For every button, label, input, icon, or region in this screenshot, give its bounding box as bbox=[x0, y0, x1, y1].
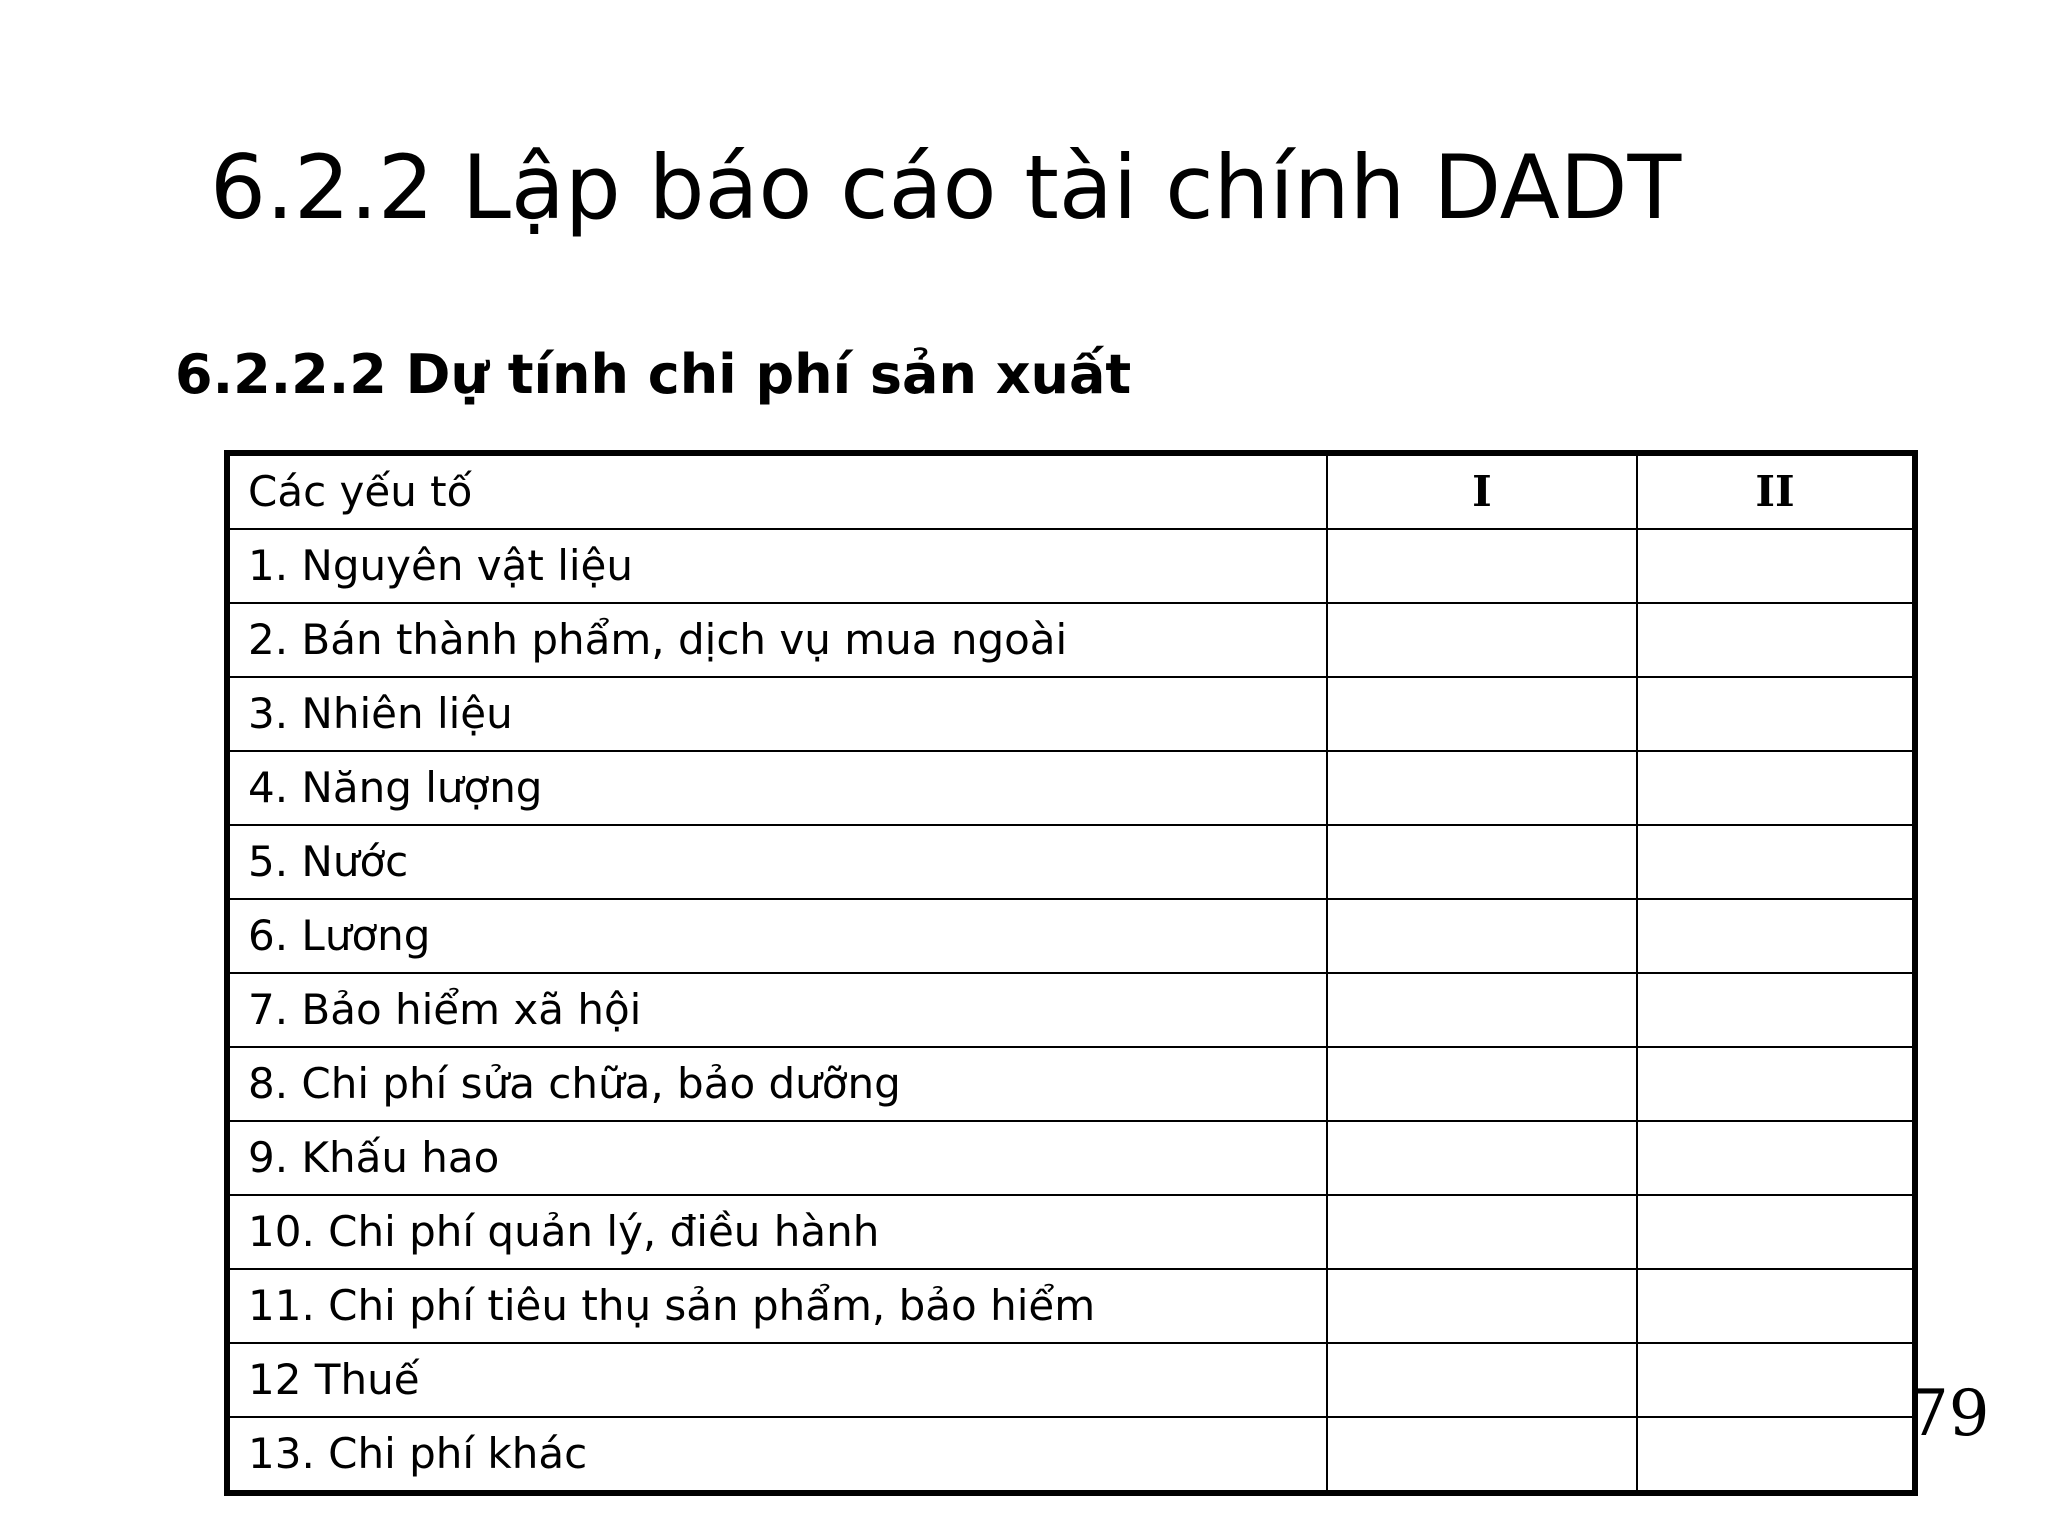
period-i-cell bbox=[1327, 603, 1637, 677]
table-row bbox=[227, 1343, 1915, 1417]
cost-factor-cell: 13. Chi phí khác bbox=[227, 1417, 1327, 1493]
table-row bbox=[227, 1121, 1915, 1195]
period-i-cell bbox=[1327, 1343, 1637, 1417]
cost-factor-cell: 1. Nguyên vật liệu bbox=[227, 529, 1327, 603]
period-ii-cell bbox=[1637, 677, 1915, 751]
period-i-cell bbox=[1327, 973, 1637, 1047]
cost-factor-cell: 10. Chi phí quản lý, điều hành bbox=[227, 1195, 1327, 1269]
period-ii-cell bbox=[1637, 751, 1915, 825]
cost-factor-cell: 4. Năng lượng bbox=[227, 751, 1327, 825]
table-row bbox=[227, 751, 1915, 825]
production-cost-table bbox=[224, 450, 1918, 1496]
header-period-ii: II bbox=[1637, 453, 1915, 529]
period-ii-cell bbox=[1637, 973, 1915, 1047]
period-ii-cell bbox=[1637, 899, 1915, 973]
cost-factor-cell: 2. Bán thành phẩm, dịch vụ mua ngoài bbox=[227, 603, 1327, 677]
period-ii-cell bbox=[1637, 603, 1915, 677]
table-row bbox=[227, 825, 1915, 899]
table-row bbox=[227, 1047, 1915, 1121]
cost-factor-cell: 7. Bảo hiểm xã hội bbox=[227, 973, 1327, 1047]
header-period-i: I bbox=[1327, 453, 1637, 529]
table-row bbox=[227, 603, 1915, 677]
table-row bbox=[227, 1269, 1915, 1343]
table-row bbox=[227, 529, 1915, 603]
cost-factor-cell: 11. Chi phí tiêu thụ sản phẩm, bảo hiểm bbox=[227, 1269, 1327, 1343]
period-i-cell bbox=[1327, 677, 1637, 751]
period-i-cell bbox=[1327, 1121, 1637, 1195]
table-row bbox=[227, 1195, 1915, 1269]
period-ii-cell bbox=[1637, 1121, 1915, 1195]
table-row bbox=[227, 1417, 1915, 1493]
cost-factor-cell: 5. Nước bbox=[227, 825, 1327, 899]
period-i-cell bbox=[1327, 1195, 1637, 1269]
table-header-row bbox=[227, 453, 1915, 529]
period-ii-cell bbox=[1637, 1195, 1915, 1269]
period-ii-cell bbox=[1637, 529, 1915, 603]
page-number: 79 bbox=[1908, 1377, 1990, 1451]
cost-factor-cell: 6. Lương bbox=[227, 899, 1327, 973]
period-ii-cell bbox=[1637, 825, 1915, 899]
period-ii-cell bbox=[1637, 1343, 1915, 1417]
period-i-cell bbox=[1327, 899, 1637, 973]
period-i-cell bbox=[1327, 1047, 1637, 1121]
period-i-cell bbox=[1327, 751, 1637, 825]
section-subtitle: 6.2.2.2 Dự tính chi phí sản xuất bbox=[175, 343, 1132, 406]
table-row bbox=[227, 899, 1915, 973]
slide-title: 6.2.2 Lập báo cáo tài chính DADT bbox=[210, 136, 1682, 239]
cost-factor-cell: 8. Chi phí sửa chữa, bảo dưỡng bbox=[227, 1047, 1327, 1121]
period-i-cell bbox=[1327, 529, 1637, 603]
period-i-cell bbox=[1327, 825, 1637, 899]
period-i-cell bbox=[1327, 1417, 1637, 1493]
table-body bbox=[227, 529, 1915, 1493]
period-i-cell bbox=[1327, 1269, 1637, 1343]
table-row bbox=[227, 973, 1915, 1047]
header-factors: Các yếu tố bbox=[227, 453, 1327, 529]
period-ii-cell bbox=[1637, 1269, 1915, 1343]
cost-factor-cell: 12 Thuế bbox=[227, 1343, 1327, 1417]
table-row bbox=[227, 677, 1915, 751]
cost-factor-cell: 9. Khấu hao bbox=[227, 1121, 1327, 1195]
cost-factor-cell: 3. Nhiên liệu bbox=[227, 677, 1327, 751]
period-ii-cell bbox=[1637, 1417, 1915, 1493]
period-ii-cell bbox=[1637, 1047, 1915, 1121]
